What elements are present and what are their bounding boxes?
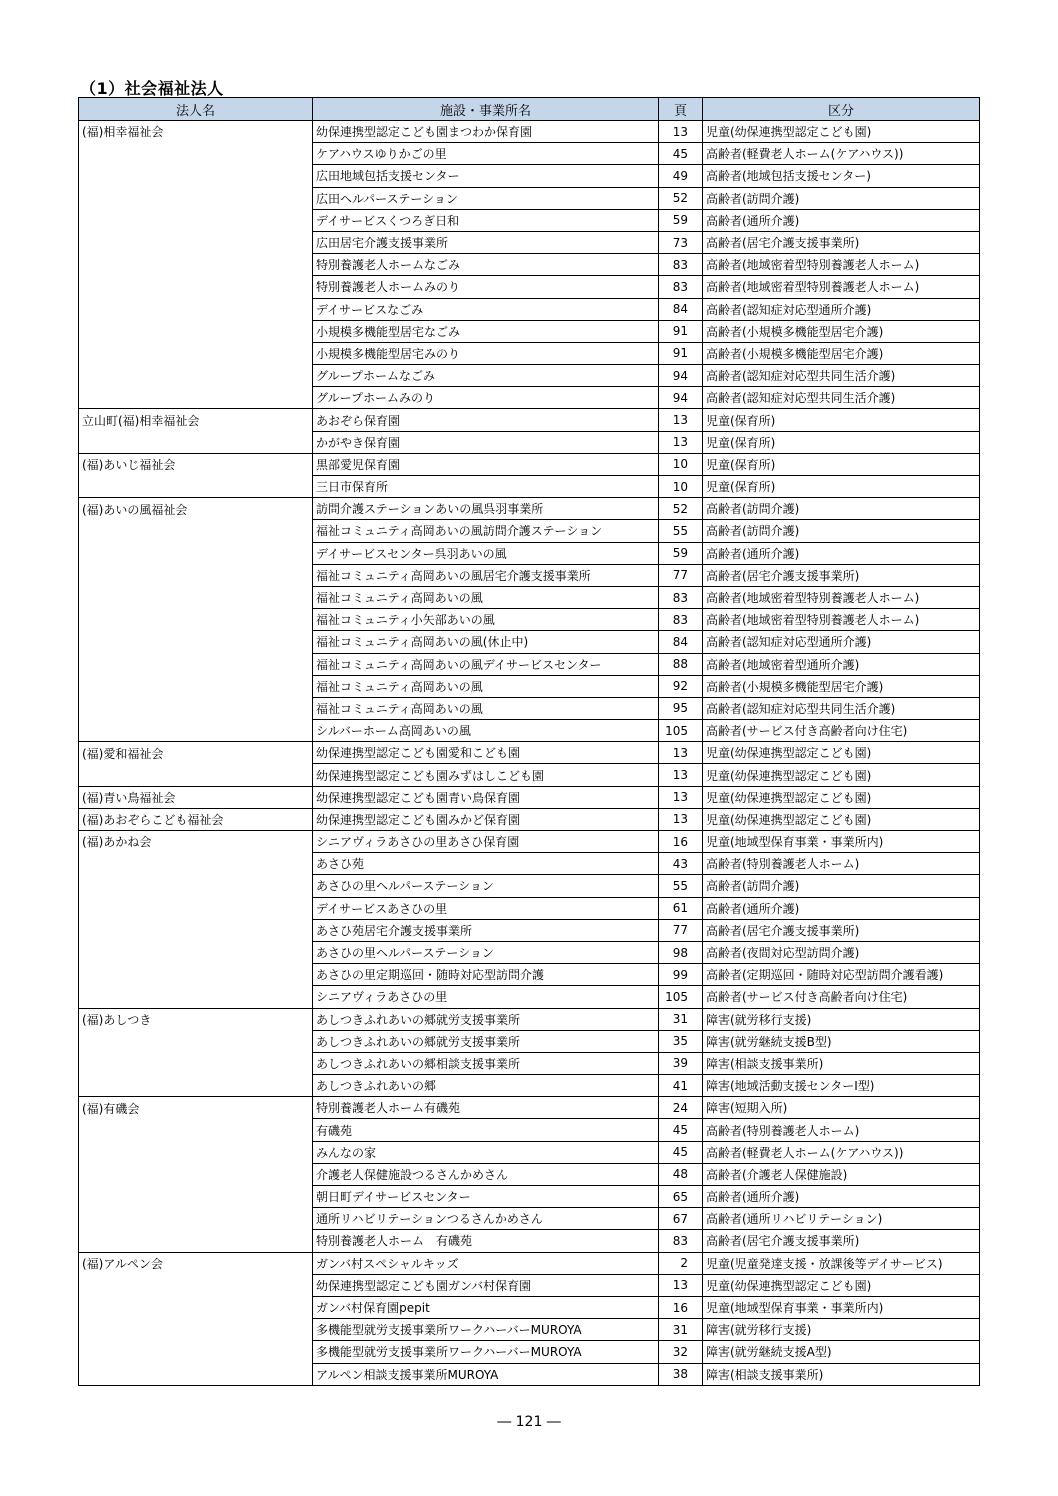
category-cell: 高齢者(夜間対応型訪問介護)	[703, 941, 980, 963]
corporation-name-cell	[79, 853, 313, 875]
corporation-name-cell	[79, 1208, 313, 1230]
corporation-name-cell: (福)あかね会	[79, 831, 313, 853]
table-row	[79, 1141, 980, 1163]
category-cell: 高齢者(地域密着型特別養護老人ホーム)	[703, 586, 980, 608]
facility-name-cell: デイサービスくつろぎ日和	[313, 209, 659, 231]
corporation-name-cell	[79, 209, 313, 231]
corporation-name-cell	[79, 276, 313, 298]
corporation-name-cell	[79, 697, 313, 719]
corporation-name-cell	[79, 342, 313, 364]
facility-name-cell: 福祉コミュニティ高岡あいの風デイサービスセンター	[313, 653, 659, 675]
table-row	[79, 143, 980, 165]
facility-name-cell: 幼保連携型認定こども園愛和こども園	[313, 742, 659, 764]
page-cell: 45	[659, 1119, 703, 1141]
header-facility-name: 施設・事業所名	[313, 98, 659, 121]
page-cell: 52	[659, 187, 703, 209]
page-cell: 59	[659, 209, 703, 231]
facility-name-cell: 特別養護老人ホームみのり	[313, 276, 659, 298]
facility-name-cell: 小規模多機能型居宅なごみ	[313, 320, 659, 342]
page-cell: 59	[659, 542, 703, 564]
facility-name-cell: あしつきふれあいの郷相談支援事業所	[313, 1052, 659, 1074]
table-row	[79, 764, 980, 786]
page-cell: 55	[659, 875, 703, 897]
page-cell: 45	[659, 1141, 703, 1163]
table-row	[79, 320, 980, 342]
corporation-name-cell	[79, 1052, 313, 1074]
facility-name-cell: あさひの里ヘルパーステーション	[313, 941, 659, 963]
category-cell: 高齢者(認知症対応型通所介護)	[703, 298, 980, 320]
corporation-name-cell	[79, 1319, 313, 1341]
page-cell: 49	[659, 165, 703, 187]
category-cell: 高齢者(小規模多機能型居宅介護)	[703, 342, 980, 364]
category-cell: 障害(短期入所)	[703, 1097, 980, 1119]
category-cell: 児童(保育所)	[703, 409, 980, 431]
page-cell: 55	[659, 520, 703, 542]
facility-name-cell: ケアハウスゆりかごの里	[313, 143, 659, 165]
category-cell: 高齢者(認知症対応型共同生活介護)	[703, 697, 980, 719]
facility-name-cell: 特別養護老人ホーム 有磯苑	[313, 1230, 659, 1252]
table-row	[79, 1186, 980, 1208]
category-cell: 高齢者(訪問介護)	[703, 187, 980, 209]
header-page: 頁	[659, 98, 703, 121]
corporation-name-cell	[79, 1274, 313, 1296]
corporation-name-cell	[79, 897, 313, 919]
table-row	[79, 409, 980, 431]
facility-name-cell: 幼保連携型認定こども園ガンバ村保育園	[313, 1274, 659, 1296]
page-cell: 31	[659, 1008, 703, 1030]
facility-name-cell: あさひ苑	[313, 853, 659, 875]
corporation-name-cell	[79, 143, 313, 165]
corporation-name-cell	[79, 476, 313, 498]
facility-name-cell: あしつきふれあいの郷就労支援事業所	[313, 1008, 659, 1030]
facility-name-cell: 三日市保育所	[313, 476, 659, 498]
corporation-name-cell	[79, 387, 313, 409]
category-cell: 障害(相談支援事業所)	[703, 1052, 980, 1074]
table-row	[79, 1252, 980, 1274]
table-row	[79, 165, 980, 187]
corporation-name-cell	[79, 187, 313, 209]
facility-name-cell: 福祉コミュニティ高岡あいの風	[313, 586, 659, 608]
facility-name-cell: 朝日町デイサービスセンター	[313, 1186, 659, 1208]
facility-name-cell: あおぞら保育園	[313, 409, 659, 431]
facility-name-cell: デイサービスセンター呉羽あいの風	[313, 542, 659, 564]
table-row	[79, 986, 980, 1008]
facility-name-cell: ガンバ村保育園pepit	[313, 1296, 659, 1318]
facility-name-cell: かがやき保育園	[313, 431, 659, 453]
category-cell: 児童(保育所)	[703, 453, 980, 475]
facility-name-cell: 福祉コミュニティ高岡あいの風	[313, 697, 659, 719]
page-cell: 31	[659, 1319, 703, 1341]
corporation-name-cell: (福)愛和福祉会	[79, 742, 313, 764]
category-cell: 高齢者(定期巡回・随時対応型訪問介護看護)	[703, 964, 980, 986]
facility-name-cell: 通所リハビリテーションつるさんかめさん	[313, 1208, 659, 1230]
category-cell: 高齢者(通所介護)	[703, 542, 980, 564]
facility-name-cell: あさひ苑居宅介護支援事業所	[313, 919, 659, 941]
corporation-name-cell	[79, 919, 313, 941]
table-row	[79, 231, 980, 253]
page-cell: 77	[659, 919, 703, 941]
category-cell: 高齢者(訪問介護)	[703, 875, 980, 897]
page-cell: 13	[659, 808, 703, 830]
corporation-table	[78, 97, 980, 1386]
table-row	[79, 476, 980, 498]
table-row	[79, 498, 980, 520]
page-cell: 83	[659, 586, 703, 608]
corporation-name-cell: (福)相幸福祉会	[79, 121, 313, 143]
table-row	[79, 1030, 980, 1052]
category-cell: 高齢者(特別養護老人ホーム)	[703, 853, 980, 875]
corporation-name-cell: (福)あおぞらこども福祉会	[79, 808, 313, 830]
table-row	[79, 1075, 980, 1097]
facility-name-cell: グループホームなごみ	[313, 365, 659, 387]
facility-name-cell: 有磯苑	[313, 1119, 659, 1141]
corporation-name-cell	[79, 1230, 313, 1252]
page-cell: 39	[659, 1052, 703, 1074]
facility-name-cell: 広田地域包括支援センター	[313, 165, 659, 187]
facility-name-cell: 福祉コミュニティ高岡あいの風居宅介護支援事業所	[313, 564, 659, 586]
category-cell: 高齢者(地域密着型特別養護老人ホーム)	[703, 609, 980, 631]
category-cell: 高齢者(通所介護)	[703, 209, 980, 231]
category-cell: 高齢者(サービス付き高齢者向け住宅)	[703, 986, 980, 1008]
page-cell: 24	[659, 1097, 703, 1119]
corporation-name-cell	[79, 254, 313, 276]
facility-name-cell: 特別養護老人ホーム有磯苑	[313, 1097, 659, 1119]
corporation-name-cell	[79, 320, 313, 342]
table-row	[79, 121, 980, 143]
facility-name-cell: シニアヴィラあさひの里	[313, 986, 659, 1008]
facility-name-cell: 広田居宅介護支援事業所	[313, 231, 659, 253]
corporation-name-cell	[79, 764, 313, 786]
category-cell: 児童(幼保連携型認定こども園)	[703, 786, 980, 808]
page-cell: 83	[659, 1230, 703, 1252]
category-cell: 児童(保育所)	[703, 476, 980, 498]
page-cell: 92	[659, 675, 703, 697]
facility-name-cell: 特別養護老人ホームなごみ	[313, 254, 659, 276]
table-row	[79, 387, 980, 409]
page-cell: 48	[659, 1163, 703, 1185]
table-row	[79, 609, 980, 631]
table-row	[79, 1119, 980, 1141]
facility-name-cell: ガンバ村スペシャルキッズ	[313, 1252, 659, 1274]
corporation-name-cell	[79, 431, 313, 453]
category-cell: 児童(幼保連携型認定こども園)	[703, 742, 980, 764]
page-cell: 13	[659, 409, 703, 431]
facility-name-cell: 幼保連携型認定こども園みずはしこども園	[313, 764, 659, 786]
table-row	[79, 431, 980, 453]
facility-name-cell: あしつきふれあいの郷就労支援事業所	[313, 1030, 659, 1052]
page-cell: 13	[659, 764, 703, 786]
page-cell: 41	[659, 1075, 703, 1097]
page-cell: 95	[659, 697, 703, 719]
table-row	[79, 1097, 980, 1119]
table-row	[79, 1208, 980, 1230]
facility-name-cell: グループホームみのり	[313, 387, 659, 409]
corporation-name-cell	[79, 1030, 313, 1052]
corporation-name-cell	[79, 542, 313, 564]
facility-name-cell: シニアヴィラあさひの里あさひ保育園	[313, 831, 659, 853]
category-cell: 高齢者(認知症対応型共同生活介護)	[703, 387, 980, 409]
page-cell: 91	[659, 342, 703, 364]
page-cell: 94	[659, 387, 703, 409]
page-cell: 94	[659, 365, 703, 387]
table-row	[79, 1296, 980, 1318]
table-header-row	[79, 98, 980, 121]
corporation-name-cell	[79, 1075, 313, 1097]
table-row	[79, 342, 980, 364]
corporation-name-cell: (福)あいじ福祉会	[79, 453, 313, 475]
corporation-name-cell	[79, 365, 313, 387]
facility-name-cell: 黒部愛児保育園	[313, 453, 659, 475]
table-row	[79, 653, 980, 675]
category-cell: 高齢者(特別養護老人ホーム)	[703, 1119, 980, 1141]
page-cell: 13	[659, 121, 703, 143]
category-cell: 障害(地域活動支援センターⅠ型)	[703, 1075, 980, 1097]
facility-name-cell: あさひの里ヘルパーステーション	[313, 875, 659, 897]
category-cell: 児童(幼保連携型認定こども園)	[703, 808, 980, 830]
category-cell: 高齢者(地域密着型特別養護老人ホーム)	[703, 254, 980, 276]
facility-name-cell: 広田ヘルパーステーション	[313, 187, 659, 209]
page-cell: 91	[659, 320, 703, 342]
facility-name-cell: 福祉コミュニティ高岡あいの風訪問介護ステーション	[313, 520, 659, 542]
table-row	[79, 276, 980, 298]
category-cell: 高齢者(地域密着型特別養護老人ホーム)	[703, 276, 980, 298]
table-row	[79, 1319, 980, 1341]
page-number: ― 121 ―	[497, 1414, 561, 1430]
table-row	[79, 586, 980, 608]
table-row	[79, 675, 980, 697]
table-body	[79, 121, 980, 1386]
page-cell: 77	[659, 564, 703, 586]
category-cell: 児童(幼保連携型認定こども園)	[703, 764, 980, 786]
table-row	[79, 520, 980, 542]
facility-name-cell: 多機能型就労支援事業所ワークハーバーMUROYA	[313, 1319, 659, 1341]
corporation-name-cell	[79, 165, 313, 187]
page-cell: 98	[659, 941, 703, 963]
corporation-name-cell: (福)青い鳥福祉会	[79, 786, 313, 808]
facility-name-cell: 幼保連携型認定こども園青い鳥保育園	[313, 786, 659, 808]
corporation-name-cell	[79, 586, 313, 608]
facility-name-cell: 介護老人保健施設つるさんかめさん	[313, 1163, 659, 1185]
facility-name-cell: 幼保連携型認定こども園まつわか保育園	[313, 121, 659, 143]
corporation-name-cell	[79, 675, 313, 697]
category-cell: 障害(就労継続支援A型)	[703, 1341, 980, 1363]
table-row	[79, 564, 980, 586]
corporation-name-cell	[79, 564, 313, 586]
table-row	[79, 919, 980, 941]
table-row	[79, 631, 980, 653]
facility-name-cell: 福祉コミュニティ小矢部あいの風	[313, 609, 659, 631]
table-row	[79, 254, 980, 276]
category-cell: 障害(相談支援事業所)	[703, 1363, 980, 1385]
facility-name-cell: シルバーホーム高岡あいの風	[313, 720, 659, 742]
facility-name-cell: みんなの家	[313, 1141, 659, 1163]
corporation-name-cell	[79, 964, 313, 986]
category-cell: 高齢者(通所介護)	[703, 1186, 980, 1208]
page-cell: 13	[659, 1274, 703, 1296]
page-cell: 105	[659, 986, 703, 1008]
table-row	[79, 831, 980, 853]
table-row	[79, 365, 980, 387]
page-cell: 10	[659, 476, 703, 498]
table-row	[79, 897, 980, 919]
page-cell: 13	[659, 742, 703, 764]
page-cell: 99	[659, 964, 703, 986]
page-cell: 67	[659, 1208, 703, 1230]
table-row	[79, 1341, 980, 1363]
page-cell: 84	[659, 298, 703, 320]
table-row	[79, 209, 980, 231]
category-cell: 高齢者(小規模多機能型居宅介護)	[703, 675, 980, 697]
page-cell: 83	[659, 254, 703, 276]
table-row	[79, 298, 980, 320]
corporation-name-cell: (福)あいの風福祉会	[79, 498, 313, 520]
category-cell: 高齢者(サービス付き高齢者向け住宅)	[703, 720, 980, 742]
table-row	[79, 1008, 980, 1030]
corporation-name-cell	[79, 631, 313, 653]
page-cell: 13	[659, 786, 703, 808]
category-cell: 高齢者(地域包括支援センター)	[703, 165, 980, 187]
category-cell: 高齢者(軽費老人ホーム(ケアハウス))	[703, 143, 980, 165]
page-cell: 84	[659, 631, 703, 653]
corporation-name-cell: (福)あしつき	[79, 1008, 313, 1030]
category-cell: 児童(地域型保育事業・事業所内)	[703, 1296, 980, 1318]
facility-name-cell: あさひの里定期巡回・随時対応型訪問介護	[313, 964, 659, 986]
facility-name-cell: 訪問介護ステーションあいの風呉羽事業所	[313, 498, 659, 520]
table-row	[79, 853, 980, 875]
category-cell: 高齢者(居宅介護支援事業所)	[703, 231, 980, 253]
facility-name-cell: 福祉コミュニティ高岡あいの風	[313, 675, 659, 697]
table-row	[79, 187, 980, 209]
corporation-name-cell	[79, 1119, 313, 1141]
page-cell: 83	[659, 276, 703, 298]
facility-name-cell: 幼保連携型認定こども園みかど保育園	[313, 808, 659, 830]
category-cell: 障害(就労継続支援B型)	[703, 1030, 980, 1052]
corporation-name-cell	[79, 720, 313, 742]
table-row	[79, 941, 980, 963]
page-cell: 61	[659, 897, 703, 919]
facility-name-cell: あしつきふれあいの郷	[313, 1075, 659, 1097]
table-row	[79, 720, 980, 742]
corporation-name-cell	[79, 298, 313, 320]
corporation-name-cell	[79, 520, 313, 542]
table-row	[79, 1052, 980, 1074]
table-row	[79, 1274, 980, 1296]
facility-name-cell: 多機能型就労支援事業所ワークハーバーMUROYA	[313, 1341, 659, 1363]
page-cell: 32	[659, 1341, 703, 1363]
page-cell: 52	[659, 498, 703, 520]
corporation-name-cell	[79, 1163, 313, 1185]
category-cell: 児童(児童発達支援・放課後等デイサービス)	[703, 1252, 980, 1274]
corporation-name-cell	[79, 1296, 313, 1318]
header-category: 区分	[703, 98, 980, 121]
category-cell: 高齢者(訪問介護)	[703, 498, 980, 520]
table-row	[79, 1363, 980, 1385]
category-cell: 高齢者(認知症対応型通所介護)	[703, 631, 980, 653]
category-cell: 高齢者(居宅介護支援事業所)	[703, 564, 980, 586]
category-cell: 障害(就労移行支援)	[703, 1319, 980, 1341]
category-cell: 児童(幼保連携型認定こども園)	[703, 1274, 980, 1296]
page-cell: 16	[659, 831, 703, 853]
facility-name-cell: デイサービスなごみ	[313, 298, 659, 320]
facility-name-cell: 福祉コミュニティ高岡あいの風(休止中)	[313, 631, 659, 653]
table-row	[79, 786, 980, 808]
category-cell: 高齢者(居宅介護支援事業所)	[703, 919, 980, 941]
page-cell: 16	[659, 1296, 703, 1318]
category-cell: 障害(就労移行支援)	[703, 1008, 980, 1030]
corporation-name-cell: (福)有磯会	[79, 1097, 313, 1119]
corporation-name-cell	[79, 1141, 313, 1163]
facility-name-cell: デイサービスあさひの里	[313, 897, 659, 919]
page-cell: 73	[659, 231, 703, 253]
header-corporation-name: 法人名	[79, 98, 313, 121]
table-row	[79, 808, 980, 830]
corporation-name-cell	[79, 875, 313, 897]
table-row	[79, 1163, 980, 1185]
page-cell: 2	[659, 1252, 703, 1274]
table-row	[79, 453, 980, 475]
category-cell: 児童(幼保連携型認定こども園)	[703, 121, 980, 143]
corporation-name-cell	[79, 653, 313, 675]
corporation-name-cell	[79, 1363, 313, 1385]
page-cell: 65	[659, 1186, 703, 1208]
table-row	[79, 742, 980, 764]
page-cell: 10	[659, 453, 703, 475]
page-cell: 88	[659, 653, 703, 675]
corporation-name-cell	[79, 1341, 313, 1363]
table-row	[79, 875, 980, 897]
corporation-name-cell	[79, 231, 313, 253]
page-cell: 83	[659, 609, 703, 631]
section-title: （1）社会福祉法人	[80, 79, 224, 98]
facility-name-cell: アルペン相談支援事業所MUROYA	[313, 1363, 659, 1385]
page-cell: 105	[659, 720, 703, 742]
page-cell: 35	[659, 1030, 703, 1052]
category-cell: 高齢者(訪問介護)	[703, 520, 980, 542]
category-cell: 高齢者(通所介護)	[703, 897, 980, 919]
corporation-name-cell	[79, 1186, 313, 1208]
category-cell: 高齢者(軽費老人ホーム(ケアハウス))	[703, 1141, 980, 1163]
category-cell: 高齢者(居宅介護支援事業所)	[703, 1230, 980, 1252]
category-cell: 高齢者(地域密着型通所介護)	[703, 653, 980, 675]
corporation-name-cell	[79, 986, 313, 1008]
corporation-name-cell	[79, 609, 313, 631]
table-row	[79, 1230, 980, 1252]
corporation-name-cell: 立山町(福)相幸福祉会	[79, 409, 313, 431]
corporation-name-cell: (福)アルペン会	[79, 1252, 313, 1274]
table-row	[79, 697, 980, 719]
category-cell: 高齢者(小規模多機能型居宅介護)	[703, 320, 980, 342]
category-cell: 児童(保育所)	[703, 431, 980, 453]
page-cell: 45	[659, 143, 703, 165]
page-cell: 43	[659, 853, 703, 875]
category-cell: 高齢者(認知症対応型共同生活介護)	[703, 365, 980, 387]
page-cell: 38	[659, 1363, 703, 1385]
category-cell: 高齢者(通所リハビリテーション)	[703, 1208, 980, 1230]
table-row	[79, 964, 980, 986]
category-cell: 児童(地域型保育事業・事業所内)	[703, 831, 980, 853]
table-row	[79, 542, 980, 564]
corporation-name-cell	[79, 941, 313, 963]
facility-name-cell: 小規模多機能型居宅みのり	[313, 342, 659, 364]
category-cell: 高齢者(介護老人保健施設)	[703, 1163, 980, 1185]
page-cell: 13	[659, 431, 703, 453]
